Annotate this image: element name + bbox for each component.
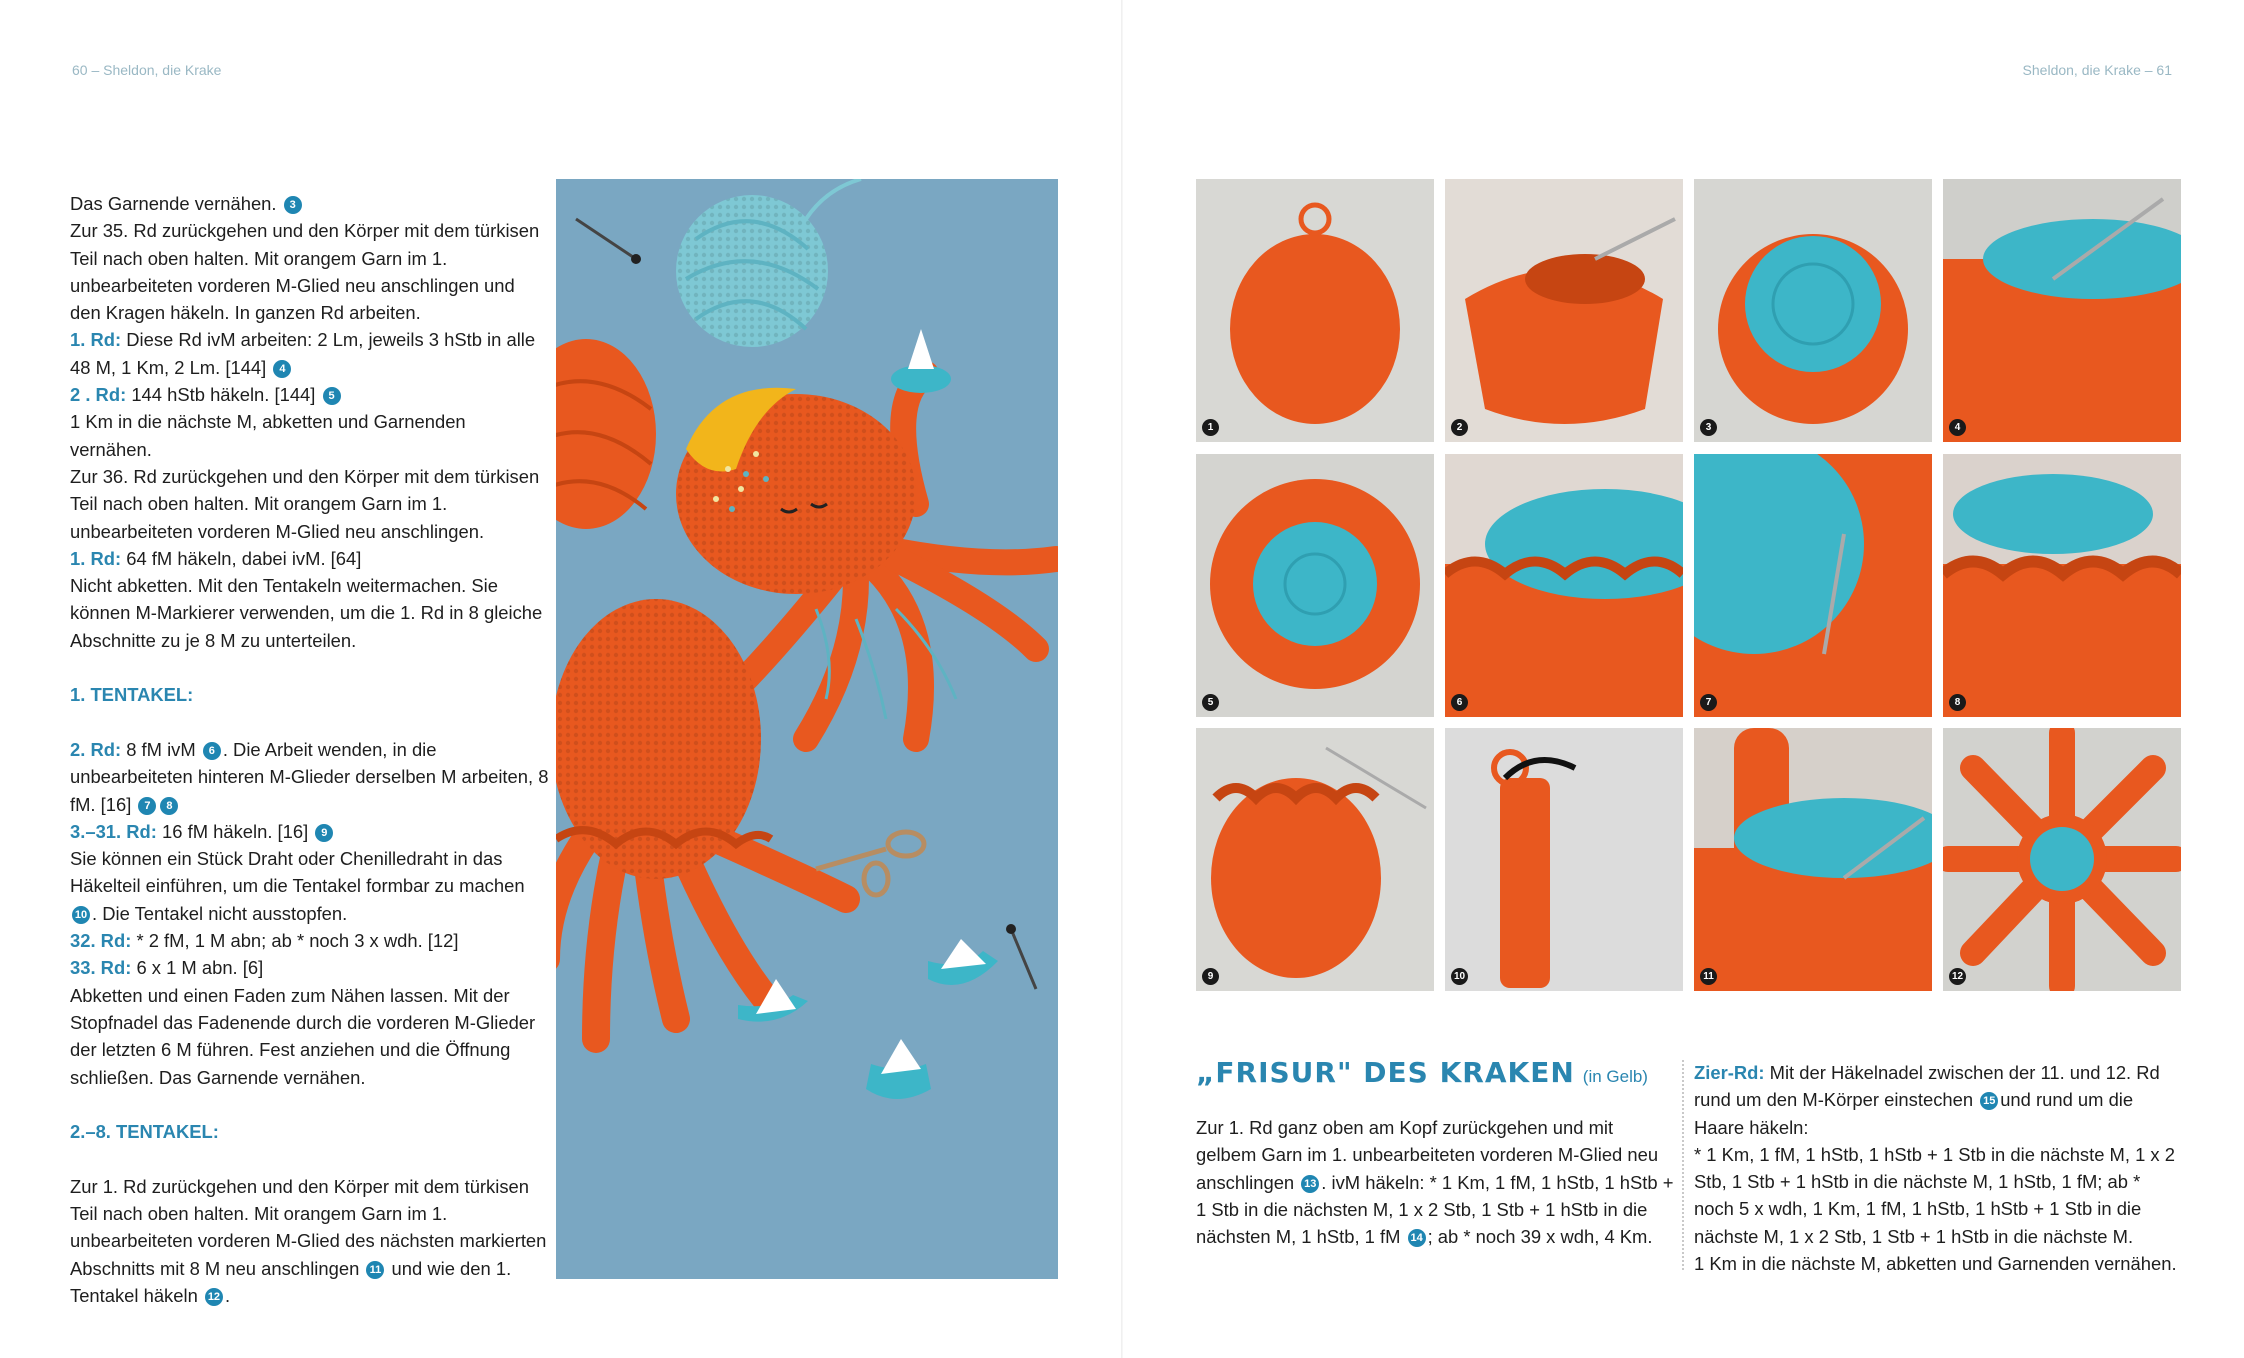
round-label: 2. Rd:	[70, 738, 122, 760]
step-number-badge: 1	[1202, 419, 1219, 436]
step-ref-badge: 12	[205, 1288, 223, 1306]
step-photo-6	[1445, 454, 1683, 717]
step-number-badge: 6	[1451, 694, 1468, 711]
step-photo-12	[1943, 728, 2181, 991]
step-number-badge: 3	[1700, 419, 1717, 436]
round-instruction	[70, 927, 550, 954]
round-label: 1. Rd:	[70, 547, 122, 569]
round-instruction	[70, 381, 550, 408]
round-instruction	[1694, 1059, 2184, 1141]
step-ref-badge: 11	[366, 1261, 384, 1279]
frisur-instructions	[1196, 1114, 1676, 1250]
round-label: 32. Rd:	[70, 930, 132, 952]
step-photo-3	[1694, 179, 1932, 442]
text: und wie den 1. Tentakel häkeln	[70, 1257, 512, 1306]
step-ref-badge: 5	[323, 387, 341, 405]
round-label: 33. Rd:	[70, 957, 132, 979]
step-ref-badge: 6	[203, 742, 221, 760]
step-ref-badge: 8	[160, 797, 178, 815]
text: . Die Tentakel nicht ausstopfen.	[92, 902, 348, 924]
step-number-badge: 11	[1700, 968, 1717, 985]
step-ref-badge: 15	[1980, 1092, 1998, 1110]
step-ref-badge: 10	[72, 906, 90, 924]
step-ref-badge: 14	[1408, 1229, 1426, 1247]
step-photo-9	[1196, 728, 1434, 991]
section-title	[1196, 1056, 1648, 1089]
text: ; ab * noch 39 x wdh, 4 Km.	[1427, 1226, 1653, 1248]
step-ref-badge: 9	[315, 824, 333, 842]
text: 16 fM häkeln. [16]	[162, 820, 309, 842]
step-number-badge: 7	[1700, 694, 1717, 711]
running-head-right: Sheldon, die Krake – 61	[2022, 62, 2172, 78]
text: Zur 1. Rd ganz oben am Kopf zurückgehen und mit gelbem Garn im 1. unbearbeiteten vorderen M-Glied neu anschlingen	[1196, 1117, 1659, 1193]
round-label: 1. Rd:	[70, 329, 122, 351]
round-instruction	[70, 326, 550, 381]
paragraph: 1 Km in die nächste M, abketten und Garnenden vernähen.	[1694, 1253, 2177, 1275]
step-photo-5	[1196, 454, 1434, 717]
text: .	[224, 1284, 231, 1306]
step-ref-badge: 7	[138, 797, 156, 815]
step-photo-1	[1196, 179, 1434, 442]
text: Diese Rd ivM arbeiten: 2 Lm, jeweils 3 hStb in alle 48 M, 1 Km, 2 Lm. [144]	[70, 329, 536, 378]
text: * 2 fM, 1 M abn; ab * noch 3 x wdh. [12]	[136, 930, 459, 952]
paragraph: Abketten und einen Faden zum Nähen lassen. Mit der Stopfnadel das Fadenende durch die vorderen M-Glieder der letzten 6 M führen. Fest anziehen und die Öffnung schließen. Das Garnende vernähen.	[70, 984, 536, 1088]
text: 64 fM häkeln, dabei ivM. [64]	[126, 547, 362, 569]
step-number-badge: 8	[1949, 694, 1966, 711]
zier-instructions	[1694, 1059, 2184, 1277]
text: Zur 1. Rd zurückgehen und den Körper mit dem türkisen Teil nach oben halten. Mit orangem Garn im 1. unbearbeiteten vorderen M-Glied des nächsten markierten Abschnitts mit 8 M neu anschlingen	[70, 1175, 547, 1279]
round-label: Zier-Rd:	[1694, 1062, 1765, 1083]
step-photo-11	[1694, 728, 1932, 991]
paragraph	[70, 1173, 550, 1309]
step-ref-badge: 4	[273, 360, 291, 378]
step-number-badge: 5	[1202, 694, 1219, 711]
step-photo-grid	[1196, 179, 2182, 991]
step-photo-10	[1445, 728, 1683, 991]
text: 6 x 1 M abn. [6]	[136, 957, 264, 979]
paragraph	[70, 845, 550, 927]
round-instruction	[70, 736, 550, 818]
text: Mit der Häkelnadel zwischen der 11. und 12. Rd rund um den M-Körper einstechen	[1694, 1062, 2160, 1111]
paragraph: Zur 35. Rd zurückgehen und den Körper mit dem türkisen Teil nach oben halten. Mit orangem Garn im 1. unbearbeiteten vorderen M-Glied neu anschlingen und den Kragen häkeln. In ganzen Rd arbeiten.	[70, 220, 540, 324]
text: 8 fM ivM	[126, 738, 196, 760]
step-photo-4	[1943, 179, 2181, 442]
step-ref-badge: 13	[1301, 1175, 1319, 1193]
round-instruction	[70, 545, 550, 572]
page-gutter	[1121, 0, 1123, 1358]
frisur-heading: „FRISUR" DES KRAKEN	[1196, 1056, 1575, 1089]
paragraph	[70, 190, 550, 217]
text: . Die Arbeit wenden, in die unbearbeiteten hinteren M-Glieder derselben M arbeiten, 8 fM. [16]	[70, 738, 549, 815]
paragraph: * 1 Km, 1 fM, 1 hStb, 1 hStb + 1 Stb in die nächste M, 1 x 2 Stb, 1 Stb + 1 hStb in die nächste M, 1 hStb, 1 fM; ab * noch 5 x wdh, 1 Km, 1 fM, 1 hStb, 1 hStb + 1 Stb in die nächste M, 1 x 2 Stb, 1 Stb + 1 hStb in die nächste M.	[1694, 1143, 2175, 1247]
paragraph: 1 Km in die nächste M, abketten und Garnenden vernähen.	[70, 411, 466, 460]
section-heading: 2.–8. TENTAKEL:	[70, 1121, 219, 1143]
text: 144 hStb häkeln. [144]	[131, 384, 316, 406]
section-heading: 1. TENTAKEL:	[70, 684, 194, 706]
paragraph: Zur 36. Rd zurückgehen und den Körper mit dem türkisen Teil nach oben halten. Mit orangem Garn im 1. unbearbeiteten vorderen M-Glied neu anschlingen.	[70, 465, 540, 542]
step-photo-8	[1943, 454, 2181, 717]
round-instruction	[70, 818, 550, 845]
text: und rund um die Haare häkeln:	[1694, 1089, 2134, 1138]
paragraph: Nicht abketten. Mit den Tentakeln weitermachen. Sie können M-Markierer verwenden, um die 1. Rd in 8 gleiche Abschnitte zu je 8 M zu unterteilen.	[70, 575, 543, 651]
frisur-subheading: (in Gelb)	[1582, 1067, 1648, 1086]
step-number-badge: 10	[1451, 968, 1468, 985]
step-number-badge: 4	[1949, 419, 1966, 436]
paragraph	[1196, 1114, 1676, 1250]
left-text-column	[70, 190, 550, 1309]
column-divider	[1682, 1060, 1684, 1270]
step-photo-2	[1445, 179, 1683, 442]
step-ref-badge: 3	[284, 196, 302, 214]
text: Sie können ein Stück Draht oder Chenilledraht in das Häkelteil einführen, um die Tentakel formbar zu machen	[70, 848, 525, 897]
text: Das Garnende vernähen.	[70, 193, 277, 214]
step-photo-7	[1694, 454, 1932, 717]
running-head-left: 60 – Sheldon, die Krake	[72, 62, 222, 78]
text: . ivM häkeln: * 1 Km, 1 fM, 1 hStb, 1 hStb + 1 Stb in die nächsten M, 1 x 2 Stb, 1 Stb + 1 hStb in die nächsten M, 1 hStb, 1 fM	[1196, 1171, 1674, 1248]
octopus-photo	[556, 179, 1058, 1279]
round-label: 2 . Rd:	[70, 384, 127, 406]
round-instruction	[70, 954, 550, 981]
step-number-badge: 2	[1451, 419, 1468, 436]
step-number-badge: 12	[1949, 968, 1966, 985]
step-number-badge: 9	[1202, 968, 1219, 985]
round-label: 3.–31. Rd:	[70, 820, 157, 842]
